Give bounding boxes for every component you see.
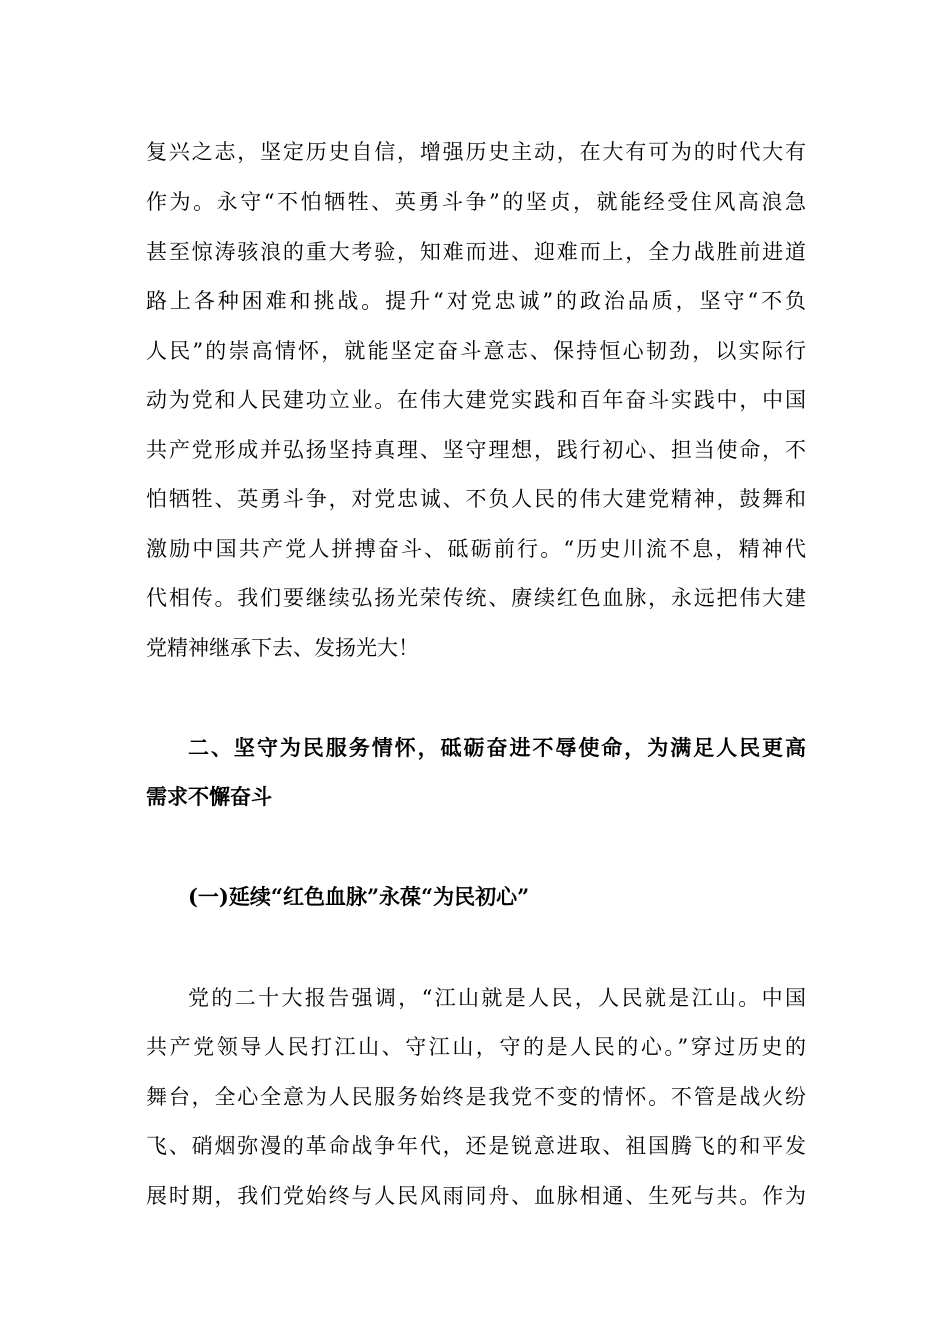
paragraph-line: 舞台，全心全意为人民服务始终是我党不变的情怀。不管是战火纷 [146,1085,806,1109]
paragraph-line: 共产党形成并弘扬坚持真理、坚守理想，践行初心、担当使命，不 [146,438,806,462]
section-heading: 二、坚守为民服务情怀，砥砺奋进不辱使命，为满足人民更高 [188,735,806,760]
paragraph-line: 飞、硝烟弥漫的革命战争年代，还是锐意进取、祖国腾飞的和平发 [146,1134,806,1158]
paragraph-line: 动为党和人民建功立业。在伟大建党实践和百年奋斗实践中，中国 [146,388,806,412]
paragraph-line: 激励中国共产党人拼搏奋斗、砥砺前行。“历史川流不息，精神代 [146,537,806,561]
section-heading-continuation: 需求不懈奋斗 [146,784,272,809]
paragraph-line: 党精神继承下去、发扬光大！ [146,636,419,660]
paragraph-line: 代相传。我们要继续弘扬光荣传统、赓续红色血脉，永远把伟大建 [146,586,806,610]
paragraph-line: 共产党领导人民打江山、守江山，守的是人民的心。”穿过历史的 [146,1035,806,1059]
paragraph-line: 展时期，我们党始终与人民风雨同舟、血脉相通、生死与共。作为 [146,1184,806,1208]
paragraph-line: 党的二十大报告强调，“江山就是人民，人民就是江山。中国 [188,986,806,1010]
paragraph-line: 怕牺牲、英勇斗争，对党忠诚、不负人民的伟大建党精神，鼓舞和 [146,487,806,511]
paragraph-line: 复兴之志，坚定历史自信，增强历史主动，在大有可为的时代大有 [146,140,806,164]
paragraph-line: 作为。永守“不怕牺牲、英勇斗争”的坚贞，就能经受住风高浪急 [146,190,806,214]
paragraph-line: 甚至惊涛骇浪的重大考验，知难而进、迎难而上，全力战胜前进道 [146,240,806,264]
paragraph-line: 人民”的崇高情怀，就能坚定奋斗意志、保持恒心韧劲，以实际行 [146,339,806,363]
paragraph-line: 路上各种困难和挑战。提升“对党忠诚”的政治品质，坚守“不负 [146,289,806,313]
subsection-heading: (一)延续“红色血脉”永葆“为民初心” [188,884,530,909]
